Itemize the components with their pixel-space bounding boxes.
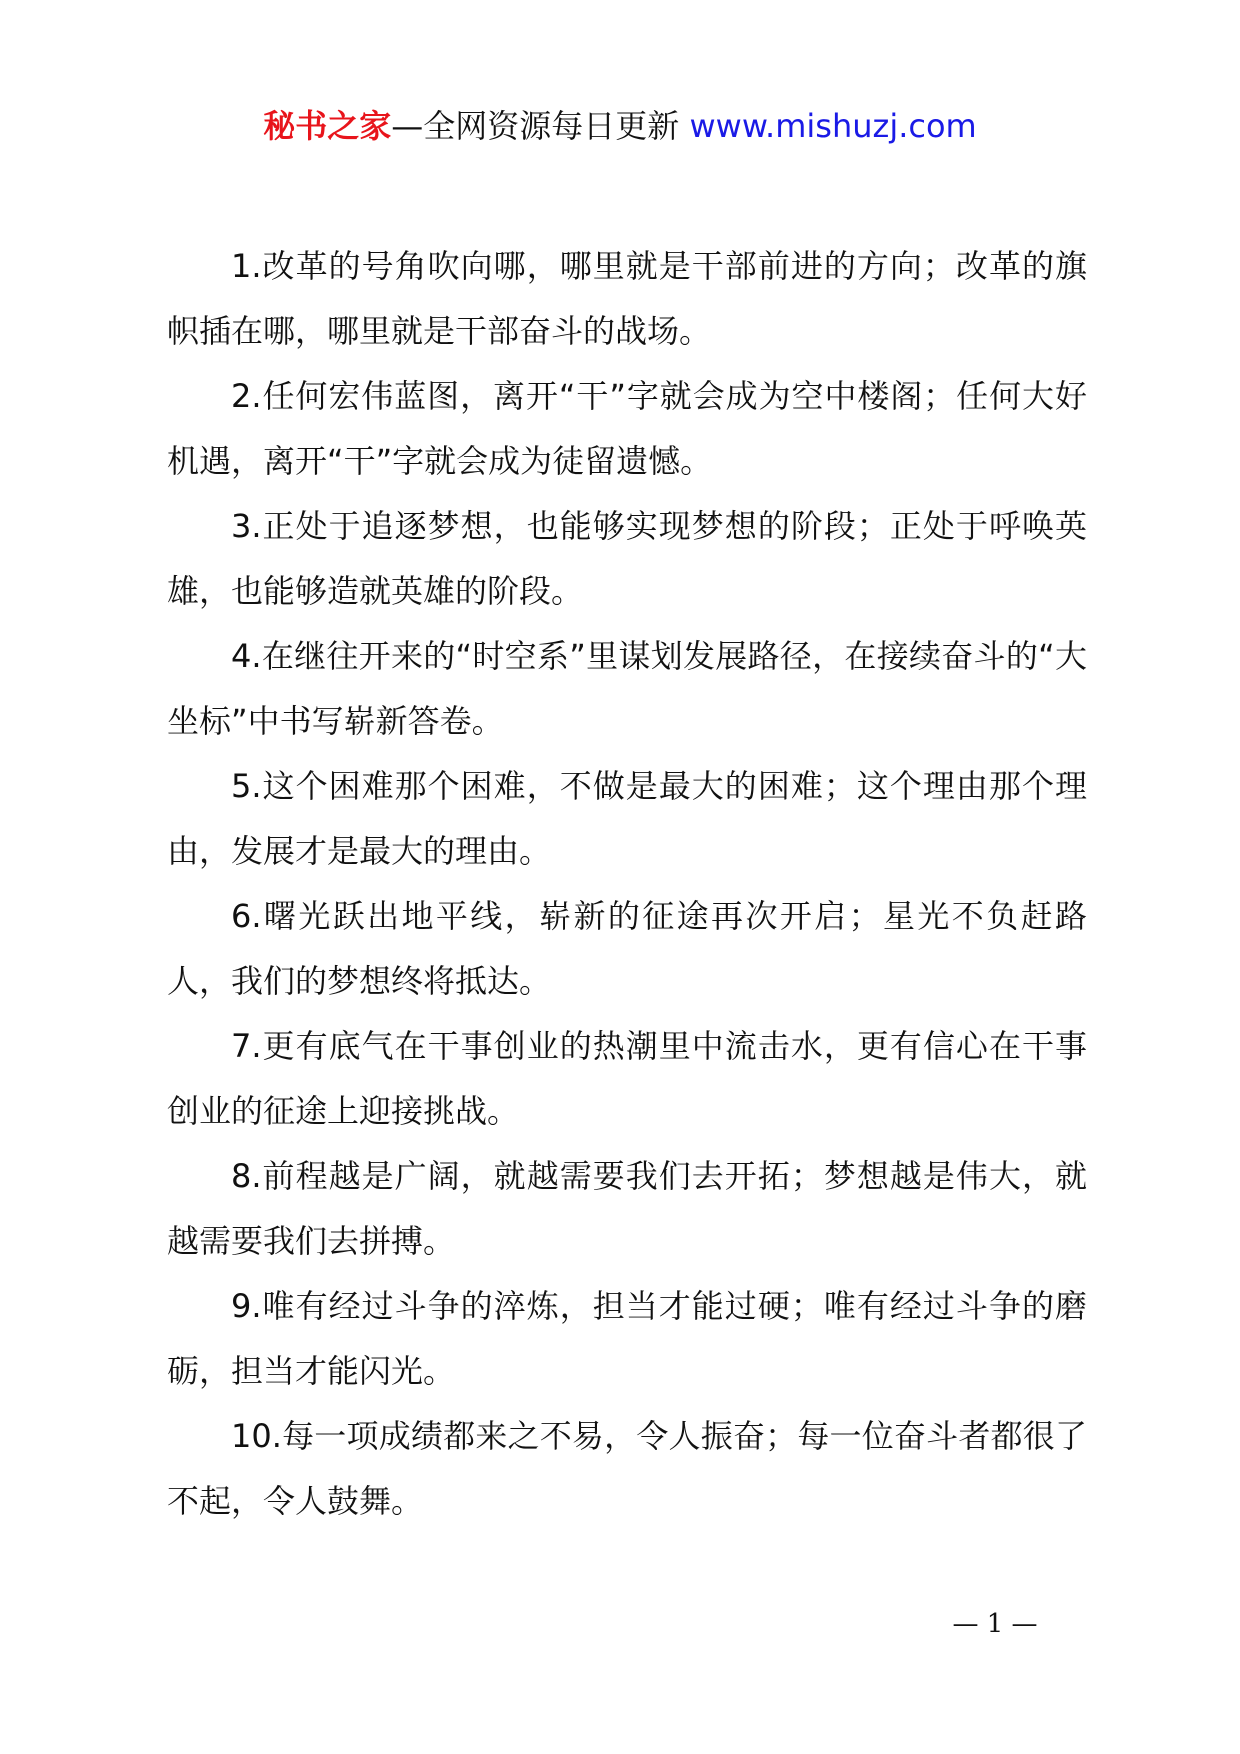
- paragraph-7: 7.更有底气在干事创业的热潮里中流击水，更有信心在干事创业的征途上迎接挑战。: [167, 1027, 1087, 1130]
- site-url-link[interactable]: www.mishuzj.com: [689, 107, 977, 145]
- page-header: [0, 96, 1240, 156]
- page-number: — 1 —: [952, 1609, 1038, 1639]
- document-body: [167, 234, 1087, 1534]
- paragraph-5: 5.这个困难那个困难，不做是最大的困难；这个理由那个理由，发展才是最大的理由。: [167, 767, 1087, 870]
- header-tagline: —全网资源每日更新: [391, 107, 690, 145]
- paragraph-4: 4.在继往开来的“时空系”里谋划发展路径，在接续奋斗的“大坐标”中书写崭新答卷。: [167, 637, 1087, 740]
- paragraph-8: 8.前程越是广阔，就越需要我们去开拓；梦想越是伟大，就越需要我们去拼搏。: [167, 1157, 1087, 1260]
- paragraph-10: 10.每一项成绩都来之不易，令人振奋；每一位奋斗者都很了不起，令人鼓舞。: [167, 1417, 1087, 1520]
- paragraph-3: 3.正处于追逐梦想，也能够实现梦想的阶段；正处于呼唤英雄，也能够造就英雄的阶段。: [167, 507, 1087, 610]
- paragraph-1: 1.改革的号角吹向哪，哪里就是干部前进的方向；改革的旗帜插在哪，哪里就是干部奋斗的战场。: [167, 247, 1087, 350]
- brand-name: 秘书之家: [263, 107, 392, 145]
- paragraph-2: 2.任何宏伟蓝图，离开“干”字就会成为空中楼阁；任何大好机遇，离开“干”字就会成为徒留遗憾。: [167, 377, 1087, 480]
- paragraph-6: 6.曙光跃出地平线，崭新的征途再次开启；星光不负赶路人，我们的梦想终将抵达。: [167, 897, 1087, 1000]
- paragraph-9: 9.唯有经过斗争的淬炼，担当才能过硬；唯有经过斗争的磨砺，担当才能闪光。: [167, 1287, 1087, 1390]
